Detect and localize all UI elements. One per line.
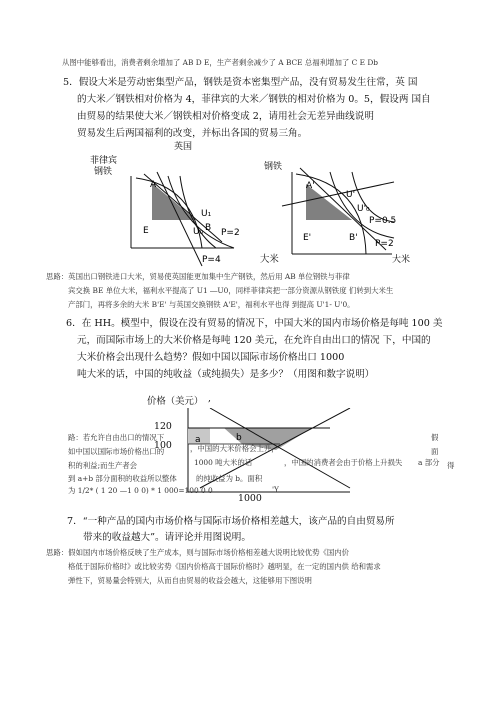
price-axis-mark: , [208, 393, 211, 404]
area-b-label: b [236, 433, 242, 443]
ph-label-p2: P=2 [375, 239, 394, 249]
philippines-indifference-graph [262, 146, 432, 270]
uk-trade-triangle [152, 183, 196, 220]
uk-x-label: 大米 [260, 254, 279, 265]
a6-line-4-b: 的纯收益为 b。面积 [196, 474, 263, 483]
ph-y-label: 钢铁 [264, 162, 283, 172]
uk-point-e: E [143, 226, 149, 236]
a7-line-2: 格低于国际价格时》或比较劣势《国内价格高于国际价格时》越明显，在一定的国内供 给和需求 [68, 562, 381, 571]
uk-y-label-2: 钢铁 [94, 167, 113, 177]
a6-line-3-b: 1000 吨大米的话 [194, 458, 253, 467]
a6-line-2-mid: ，中国的大米价格会上升， [190, 444, 279, 453]
uk-point-b: B [205, 223, 212, 233]
ph-indifference-u0 [352, 172, 394, 222]
ph-label-p05: P=0.5 [369, 216, 397, 226]
q6-line-3: 大米价格会出现什么趋势？假如中国以国际市场价格出口 1000 [77, 352, 345, 363]
price-axis-title: 价格（美元） [147, 396, 204, 407]
a5-line-3: 产部门，再将多余的大米 B'E' 与英国交换钢铁 A'E'，福利水平也得 到提高 U'1- U'0。 [68, 300, 355, 309]
a6-line-4: 到 a+b 部分面积的收益所以整体 [68, 474, 177, 483]
uk-graph-title: 英国 [174, 142, 193, 152]
a6-line-3-c: ，中国的消费者会由于价格上升损失 [284, 458, 403, 467]
a6-line-3: 积的利益;而生产者会 [68, 461, 138, 470]
y-tick-120: 120 [154, 421, 172, 432]
q5-line-3: 由贸易的结果使大米／钢铁相对价格变成 2，请用社会无差异曲线说明 [77, 111, 374, 122]
q5-line-2: 的大米／钢铁相对价格为 4，菲律宾的大米／钢铁的相对价格为 0。5，假设两 国自 [77, 94, 431, 105]
ph-point-e: E' [303, 233, 312, 243]
ph-label-u0: U'₀ [357, 204, 370, 214]
ph-point-a: A' [306, 181, 315, 191]
q6-line-4: 吨大米的话，中国的纯收益（或纯损失）是多少？（用图和数字说明） [77, 369, 375, 380]
y-tick-100: 100 [154, 440, 172, 451]
uk-label-p4: P=4 [202, 255, 221, 265]
a6-line-1-right: 假 [431, 433, 439, 442]
a6-line-5: 为 1/2* ( 1 20 —1 0 0) * 1 000=100 0 0 [68, 486, 213, 495]
a6-line-2: 如中国以国际市场价格出口的 [68, 447, 165, 456]
a7-line-1: 思路：假如国内市场价格反映了生产成本，则与国际市场价格相差越大说明比较优势《国内价 [46, 548, 350, 557]
q5-line-1: 5．假设大米是劳动密集型产品，钢铁是资本密集型产品，没有贸易发生往常，英 国 [63, 77, 418, 88]
ph-label-u: U' [346, 190, 356, 200]
ph-x-label: 大米 [392, 255, 411, 265]
q7-line-1: 7．“一种产品的国内市场价格与国际市场价格相差越大，该产品的自由贸易所 [67, 516, 395, 527]
area-a-label: a [195, 435, 201, 445]
a6-line-3-d: a 部分 [418, 458, 440, 467]
uk-label-u0: U₀ [193, 227, 204, 237]
ph-point-b: B' [349, 233, 358, 243]
a5-line-2: 宾交换 BE 单位大米，福利水平提高了 U1 ―U0，同样菲律宾把一部分资源从钢铁度 们转到大米生 [68, 286, 394, 295]
uk-indifference-graph [84, 136, 284, 270]
a7-line-3: 弹性下，贸易量会特别大，从而自由贸易的收益会越大，这能够用下图说明 [68, 576, 312, 585]
x-label-1000: 1000 [238, 493, 262, 504]
q6-line-2: 元，而国际市场上的大米价格是每吨 120 美元，在允许自由出口的情况 下，中国的 [77, 335, 431, 346]
uk-label-p2: P=2 [221, 228, 240, 238]
a6-line-1: 路：若允许自由出口的情况下 [68, 433, 165, 442]
q7-line-2: 带来的收益越大”。请评论并用图说明。 [83, 532, 251, 543]
q6-line-1: 6．在 HH。模型中，假设在没有贸易的情况下，中国大米的国内市场价格是每吨 100 美 [66, 318, 443, 329]
uk-label-u1: U₁ [201, 209, 212, 219]
a5-line-1: 思路：英国出口钢铁进口大米，贸易使英国能更加集中生产钢铁，然后用 AB 单位钢铁与菲律 [46, 272, 350, 281]
uk-point-a: A [150, 180, 157, 190]
uk-y-label-1: 菲律宾 [90, 156, 118, 166]
answer-top-line: 从图中能够看出，消费者剩余增加了 AB D E，生产者剩余减少了 A BCE 总福利增加了 C E Db [62, 58, 379, 67]
a6-line-2-right: 面 [431, 447, 439, 456]
a6-line-5-right: 'Y [272, 485, 279, 494]
a6-line-3-right: 得 [447, 461, 455, 470]
q5-line-4: 贸易发生后两国福利的改变，并标出各国的贸易三角。 [77, 128, 308, 139]
